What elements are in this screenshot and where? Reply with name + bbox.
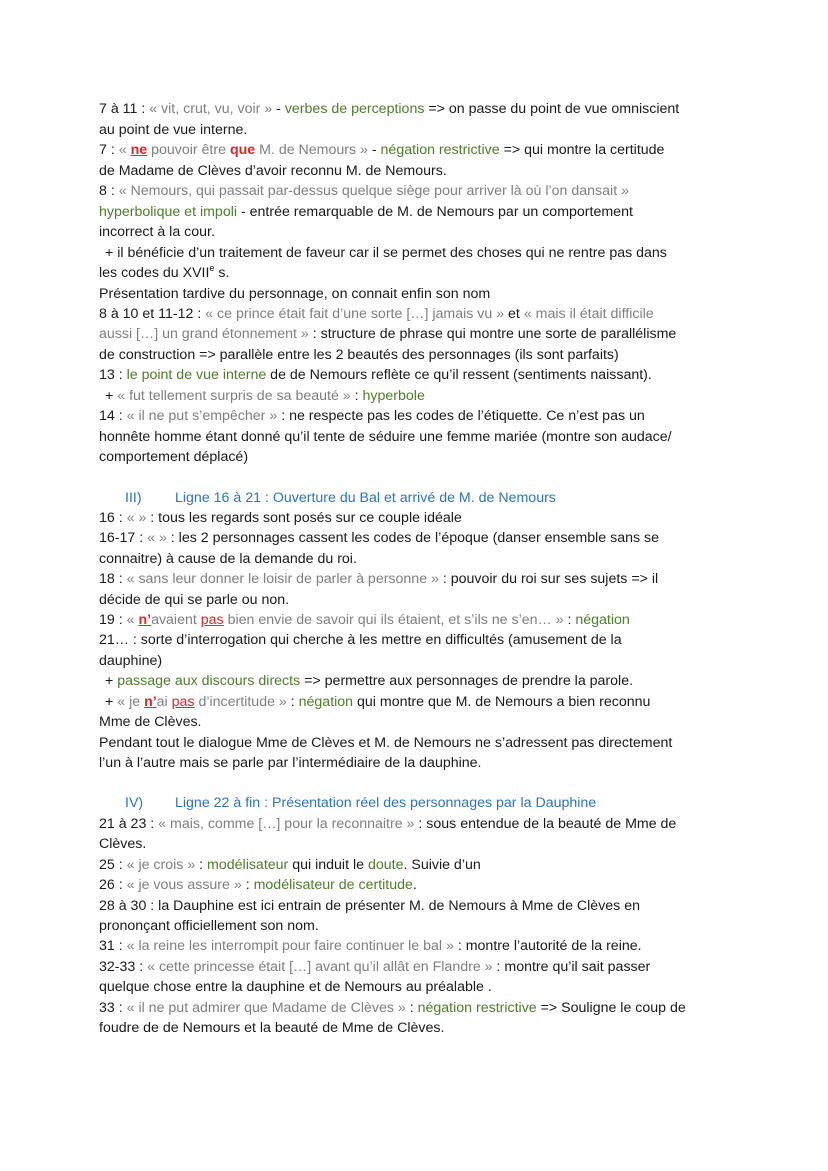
text-run: s. — [214, 265, 230, 281]
text-run: 7 à 11 : — [99, 101, 150, 117]
text-run: Pendant tout le dialogue Mme de Clèves et M. de Nemours ne s’adressent pas directement — [99, 735, 673, 751]
analysis-term: négation — [298, 694, 354, 710]
text-run: : montre qu’il sait passer — [492, 959, 651, 975]
text-run: : — [350, 388, 363, 404]
text-run: honnête homme étant donné qu’il tente de séduire une femme mariée (montre son audace/ — [99, 429, 672, 445]
text-line — [99, 427, 672, 447]
text-run: 13 : — [99, 367, 127, 383]
text-run: 31 : — [99, 938, 127, 954]
text-run: décide de qui se parle ou non. — [99, 592, 290, 608]
text-line — [99, 345, 619, 365]
text-run: . Suivie d’un — [403, 857, 481, 873]
text-run: les codes du XVII — [99, 265, 210, 281]
quote-run: M. de Nemours » — [255, 142, 368, 158]
text-line — [99, 753, 482, 773]
text-line — [99, 202, 633, 222]
text-line — [99, 324, 676, 344]
quote-run: « il ne put admirer que Madame de Clèves » — [126, 1000, 406, 1016]
text-run: : — [405, 1000, 418, 1016]
text-run: : ne respecte pas les codes de l’étiquette. Ce n’est pas un — [277, 408, 645, 424]
text-run: + il bénéficie d’un traitement de faveur car il se permet des choses qui ne rentre pas dans — [105, 245, 667, 261]
section-title: Ligne 22 à fin : Présentation réel des personnages par la Dauphine — [175, 795, 597, 811]
text-line — [99, 99, 679, 119]
text-run: l’un à l’autre mais se parle par l’intermédiaire de la dauphine. — [99, 755, 482, 771]
text-line — [99, 222, 215, 242]
text-run: : sous entendue de la beauté de Mme de — [414, 816, 677, 832]
text-line — [99, 855, 481, 875]
text-run: + — [105, 694, 118, 710]
text-run: : — [563, 612, 576, 628]
text-run: : tous les regards sont posés sur ce couple idéale — [146, 510, 462, 526]
quote-run: « cette princesse était […] avant qu’il allât en Flandre » — [147, 959, 493, 975]
quote-run: « — [118, 142, 131, 158]
text-run: : — [195, 857, 208, 873]
quote-run: « Nemours, qui passait par-dessus quelque siège pour arriver là où l’on dansait » — [118, 183, 629, 199]
text-line — [105, 692, 650, 712]
text-line — [99, 120, 247, 140]
negation-mark: pas — [171, 694, 195, 710]
text-run: 16 : — [99, 510, 127, 526]
quote-run: d’incertitude » — [194, 694, 287, 710]
text-run: quelque chose entre la dauphine et de Nemours au préalable . — [99, 979, 492, 995]
negation-mark: ne — [130, 142, 148, 158]
text-line — [99, 630, 622, 650]
quote-run: « il ne put s’empêcher » — [126, 408, 278, 424]
text-line — [99, 590, 289, 610]
text-line — [99, 1018, 444, 1038]
text-line — [99, 508, 462, 528]
text-run: 25 : — [99, 857, 127, 873]
text-run: qui induit le — [288, 857, 368, 873]
text-run: 32-33 : — [99, 959, 148, 975]
text-run: de Madame de Clèves d’avoir reconnu M. de Nemours. — [99, 163, 447, 179]
analysis-term: modélisateur de certitude — [253, 877, 413, 893]
negation-mark: n’ — [138, 612, 152, 628]
text-line — [99, 181, 629, 201]
text-line — [99, 875, 417, 895]
section-title: Ligne 16 à 21 : Ouverture du Bal et arrivé de M. de Nemours — [175, 490, 556, 506]
negation-mark: que — [229, 142, 256, 158]
text-run: 21 à 23 : — [99, 816, 159, 832]
text-run: comportement déplacé) — [99, 449, 249, 465]
text-line — [99, 161, 447, 181]
section-heading-iv — [125, 793, 596, 813]
text-run: 28 à 30 : la Dauphine est ici entrain de présenter M. de Nemours à Mme de Clèves en — [99, 898, 640, 914]
superscript: e — [209, 263, 215, 273]
text-line — [99, 569, 658, 589]
text-line — [99, 610, 630, 630]
text-run: incorrect à la cour. — [99, 224, 215, 240]
quote-run: « je crois » — [126, 857, 196, 873]
text-run: dauphine) — [99, 653, 163, 669]
text-run: 21… : sorte d’interrogation qui cherche à les mettre en difficultés (amusement de la — [99, 632, 622, 648]
quote-run: bien envie de savoir qui ils étaient, et s’ils ne s’en… » — [223, 612, 564, 628]
quote-run: pouvoir être — [147, 142, 230, 158]
text-run: Clèves. — [99, 836, 147, 852]
text-run: 18 : — [99, 571, 127, 587]
text-run: : structure de phrase qui montre une sorte de parallélisme — [308, 326, 677, 342]
text-run: . — [412, 877, 417, 893]
text-run: => permettre aux personnages de prendre la parole. — [300, 673, 634, 689]
text-line — [99, 140, 664, 160]
text-run: Mme de Clèves. — [99, 714, 202, 730]
text-run: Présentation tardive du personnage, on connait enfin son nom — [99, 286, 491, 302]
section-number: III) — [125, 490, 142, 506]
text-run: foudre de de Nemours et la beauté de Mme de Clèves. — [99, 1020, 445, 1036]
text-line — [99, 263, 229, 283]
text-line — [99, 365, 652, 385]
analysis-term: modélisateur — [207, 857, 289, 873]
text-run: : — [241, 877, 254, 893]
analysis-term: négation restrictive — [380, 142, 500, 158]
text-run: : montre l’autorité de la reine. — [453, 938, 642, 954]
analysis-term: hyperbolique et impoli — [99, 204, 238, 220]
text-line — [99, 549, 357, 569]
quote-run: « — [126, 612, 139, 628]
text-line — [99, 896, 640, 916]
negation-mark: n’ — [144, 694, 157, 710]
text-line — [99, 304, 654, 324]
quote-run: « » — [126, 510, 147, 526]
text-run: - — [367, 142, 381, 158]
text-run: : pouvoir du roi sur ses sujets => il — [438, 571, 659, 587]
text-line — [99, 733, 672, 753]
quote-run: aussi […] un grand étonnement » — [99, 326, 309, 342]
text-run: 33 : — [99, 1000, 127, 1016]
quote-run: « sans leur donner le loisir de parler à personne » — [126, 571, 439, 587]
text-line — [99, 916, 319, 936]
text-line — [99, 936, 642, 956]
quote-run: ai — [156, 694, 172, 710]
analysis-term: passage aux discours directs — [117, 673, 301, 689]
quote-run: « vit, crut, vu, voir » — [149, 101, 273, 117]
analysis-term: négation restrictive — [417, 1000, 537, 1016]
text-line — [105, 243, 667, 263]
negation-mark: pas — [200, 612, 224, 628]
analysis-term: hyperbole — [362, 388, 425, 404]
quote-run: « la reine les interrompit pour faire continuer le bal » — [126, 938, 454, 954]
text-line — [99, 406, 645, 426]
quote-run: « je — [117, 694, 145, 710]
text-run: de construction => parallèle entre les 2 beautés des personnages (ils sont parfaits) — [99, 347, 619, 363]
quote-run: « mais, comme […] pour la reconnaitre » — [158, 816, 415, 832]
quote-run: « fut tellement surpris de sa beauté » — [117, 388, 351, 404]
text-line — [99, 977, 492, 997]
text-run: 19 : — [99, 612, 127, 628]
text-run: qui montre que M. de Nemours a bien reconnu — [353, 694, 651, 710]
text-line — [105, 671, 633, 691]
text-run: 26 : — [99, 877, 127, 893]
text-run: - — [272, 101, 285, 117]
text-run: 14 : — [99, 408, 127, 424]
quote-run: « » — [147, 530, 167, 546]
section-number: IV) — [125, 795, 144, 811]
text-line — [99, 651, 162, 671]
text-line — [99, 998, 686, 1018]
text-line — [99, 834, 146, 854]
quote-run: « je vous assure » — [126, 877, 242, 893]
text-run: - entrée remarquable de M. de Nemours par un comportement — [237, 204, 633, 220]
text-run: => Souligne le coup de — [536, 1000, 686, 1016]
text-run: connaitre) à cause de la demande du roi. — [99, 551, 357, 567]
text-line — [99, 957, 650, 977]
text-run: 8 à 10 et 11-12 : — [99, 306, 206, 322]
text-line — [99, 284, 490, 304]
text-line — [99, 528, 659, 548]
text-run: => on passe du point de vue omniscient — [424, 101, 680, 117]
text-run: : les 2 personnages cassent les codes de l’époque (danser ensemble sans se — [166, 530, 659, 546]
text-line — [99, 712, 202, 732]
analysis-term: doute — [367, 857, 404, 873]
text-run: : — [286, 694, 299, 710]
text-line — [99, 447, 248, 467]
text-run: prononçant officiellement son nom. — [99, 918, 319, 934]
text-run: + — [105, 673, 118, 689]
text-line — [105, 386, 425, 406]
analysis-term: négation — [575, 612, 630, 628]
text-run: 7 : — [99, 142, 119, 158]
quote-run: avaient — [151, 612, 201, 628]
text-run: => qui montre la certitude — [499, 142, 665, 158]
analysis-term: verbes de perceptions — [284, 101, 425, 117]
analysis-term: le point de vue interne — [126, 367, 267, 383]
quote-run: « ce prince était fait d’une sorte […] jamais vu » — [205, 306, 505, 322]
text-run: et — [504, 306, 524, 322]
text-run: + — [105, 388, 118, 404]
text-line — [99, 814, 676, 834]
text-run: 8 : — [99, 183, 119, 199]
text-run: 16-17 : — [99, 530, 148, 546]
text-run: de de Nemours reflète ce qu’il ressent (sentiments naissant). — [266, 367, 652, 383]
section-heading-iii — [125, 488, 556, 508]
quote-run: « mais il était difficile — [523, 306, 654, 322]
text-run: au point de vue interne. — [99, 122, 248, 138]
